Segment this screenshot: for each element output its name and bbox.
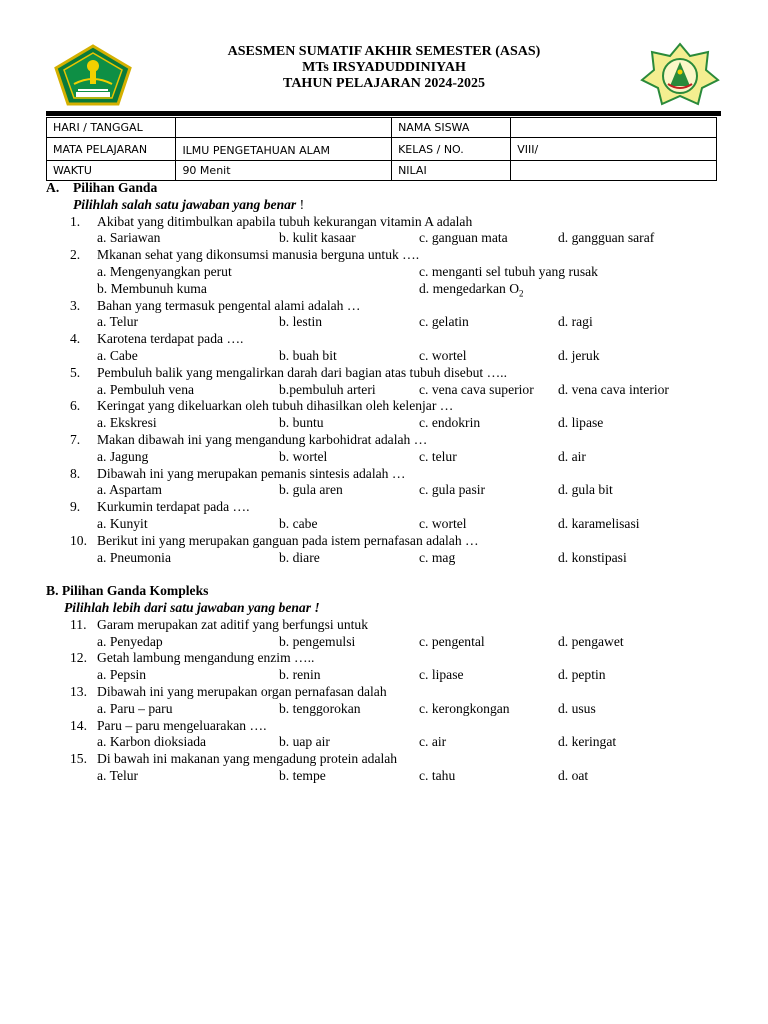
option[interactable]: d. peptin: [558, 667, 606, 683]
option[interactable]: d. pengawet: [558, 633, 624, 649]
table-cell: 90 Menit: [176, 161, 392, 181]
option[interactable]: b. cabe: [279, 515, 318, 531]
option[interactable]: c. vena cava superior: [419, 381, 534, 397]
question: 8. Dibawah ini yang merupakan pemanis sintesis adalah …: [70, 465, 406, 481]
options-row: [46, 634, 726, 651]
option[interactable]: b. lestin: [279, 314, 323, 330]
option[interactable]: c. endokrin: [419, 415, 481, 431]
option[interactable]: c. air: [419, 734, 447, 750]
options-row: [46, 314, 726, 331]
table-cell: MATA PELAJARAN: [47, 138, 176, 161]
option[interactable]: c. wortel: [419, 347, 467, 363]
option[interactable]: b. gula aren: [279, 482, 343, 498]
question: 10. Berikut ini yang merupakan ganguan pada istem pernafasan adalah …: [70, 532, 479, 548]
option[interactable]: b. kulit kasaar: [279, 230, 356, 246]
option[interactable]: a. Penyedap: [97, 633, 163, 649]
option[interactable]: d. keringat: [558, 734, 617, 750]
exam-content: [46, 180, 726, 785]
option[interactable]: d. vena cava interior: [558, 381, 669, 397]
question: 4. Karotena terdapat pada ….: [70, 331, 244, 347]
options-row: [46, 516, 726, 533]
question: 15. Di bawah ini makanan yang mengadung protein adalah: [70, 751, 398, 767]
option[interactable]: b. diare: [279, 549, 320, 565]
table-cell[interactable]: [176, 118, 392, 138]
option[interactable]: c. menganti sel tubuh yang rusak: [419, 263, 598, 279]
option[interactable]: b. pengemulsi: [279, 633, 356, 649]
options-row: [46, 449, 726, 466]
option[interactable]: d. gangguan saraf: [558, 230, 655, 246]
option[interactable]: c. gula pasir: [419, 482, 486, 498]
options-row: [46, 667, 726, 684]
option[interactable]: b. Membunuh kuma: [97, 280, 207, 296]
table-cell: ILMU PENGETAHUAN ALAM: [176, 138, 392, 161]
header-divider: [46, 111, 721, 116]
options-row: [46, 281, 726, 298]
student-info-table: [46, 117, 717, 181]
option[interactable]: d. konstipasi: [558, 549, 627, 565]
option[interactable]: a. Pepsin: [97, 667, 147, 683]
option[interactable]: a. Telur: [97, 314, 139, 330]
option[interactable]: c. kerongkongan: [419, 700, 510, 716]
option[interactable]: d. karamelisasi: [558, 515, 640, 531]
option[interactable]: b. renin: [279, 667, 321, 683]
options-row: [46, 734, 726, 751]
option[interactable]: a. Kunyit: [97, 515, 148, 531]
option[interactable]: b.pembuluh arteri: [279, 381, 376, 397]
table-row: [47, 118, 717, 138]
option[interactable]: a. Jagung: [97, 448, 149, 464]
question: 3. Bahan yang termasuk pengental alami adalah …: [70, 297, 361, 313]
option[interactable]: d. oat: [558, 767, 589, 783]
option[interactable]: a. Ekskresi: [97, 415, 157, 431]
options-row: [46, 230, 726, 247]
question: 14. Paru – paru mengeluarakan ….: [70, 717, 267, 733]
option[interactable]: c. mag: [419, 549, 456, 565]
option[interactable]: a. Pneumonia: [97, 549, 171, 565]
option[interactable]: b. buah bit: [279, 347, 337, 363]
question: 12. Getah lambung mengandung enzim …..: [70, 650, 315, 666]
option[interactable]: b. wortel: [279, 448, 328, 464]
option[interactable]: c. gelatin: [419, 314, 469, 330]
options-row: [46, 482, 726, 499]
option[interactable]: c. telur: [419, 448, 457, 464]
options-row: [46, 768, 726, 785]
question: 11. Garam merupakan zat aditif yang berfungsi untuk: [70, 616, 369, 632]
option[interactable]: c. pengental: [419, 633, 485, 649]
options-row: [46, 348, 726, 365]
question: 13. Dibawah ini yang merupakan organ pernafasan dalah: [70, 683, 387, 699]
option[interactable]: a. Aspartam: [97, 482, 162, 498]
header-school: MTs IRSYADUDDINIYAH: [302, 60, 466, 75]
section-a-instruction: Pilihlah salah satu jawaban yang benar !: [73, 196, 305, 212]
option[interactable]: d. mengedarkan $O_2$: [419, 280, 524, 299]
table-row: [47, 161, 717, 181]
question: 2. Mkanan sehat yang dikonsumsi manusia berguna untuk ….: [70, 247, 420, 263]
option[interactable]: b. buntu: [279, 415, 324, 431]
options-row: [46, 550, 726, 567]
option[interactable]: c. wortel: [419, 515, 467, 531]
table-cell[interactable]: [511, 118, 717, 138]
option[interactable]: b. uap air: [279, 734, 330, 750]
option[interactable]: b. tempe: [279, 767, 326, 783]
option[interactable]: d. jeruk: [558, 347, 600, 363]
option[interactable]: d. gula bit: [558, 482, 613, 498]
option[interactable]: a. Cabe: [97, 347, 138, 363]
options-row: [46, 264, 726, 281]
question: 9. Kurkumin terdapat pada ….: [70, 499, 250, 515]
option[interactable]: b. tenggorokan: [279, 700, 361, 716]
table-row: [47, 138, 717, 161]
options-row: [46, 415, 726, 432]
table-cell: WAKTU: [47, 161, 176, 181]
question: 6. Keringat yang dikeluarkan oleh tubuh dihasilkan oleh kelenjar …: [70, 398, 454, 414]
document-header: [0, 44, 768, 92]
section-b-instruction: Pilihlah lebih dari satu jawaban yang benar !: [64, 599, 320, 615]
option[interactable]: a. Pembuluh vena: [97, 381, 195, 397]
option[interactable]: a. Sariawan: [97, 230, 161, 246]
option[interactable]: a. Telur: [97, 767, 139, 783]
header-year: TAHUN PELAJARAN 2024-2025: [283, 76, 485, 91]
options-row: [46, 701, 726, 718]
table-cell[interactable]: VIII/: [511, 138, 717, 161]
option[interactable]: c. lipase: [419, 667, 464, 683]
table-cell: NAMA SISWA: [392, 118, 511, 138]
option[interactable]: a. Karbon dioksiada: [97, 734, 207, 750]
section-a-heading: A. Pilihan Ganda: [46, 180, 158, 195]
option[interactable]: a. Paru – paru: [97, 700, 173, 716]
option[interactable]: a. Mengenyangkan perut: [97, 263, 232, 279]
question: 7. Makan dibawah ini yang mengandung karbohidrat adalah …: [70, 431, 428, 447]
section-b-heading: B. Pilihan Ganda Kompleks: [46, 583, 209, 599]
table-cell: NILAI: [392, 161, 511, 181]
option[interactable]: d. air: [558, 448, 586, 464]
header-title: ASESMEN SUMATIF AKHIR SEMESTER (ASAS): [227, 44, 541, 59]
option[interactable]: d. lipase: [558, 415, 604, 431]
options-row: [46, 382, 726, 399]
option[interactable]: c. tahu: [419, 767, 456, 783]
table-cell: HARI / TANGGAL: [47, 118, 176, 138]
table-cell[interactable]: [511, 161, 717, 181]
option[interactable]: c. ganguan mata: [419, 230, 508, 246]
question: 5. Pembuluh balik yang mengalirkan darah dari bagian atas tubuh disebut …..: [70, 364, 507, 380]
option[interactable]: d. ragi: [558, 314, 593, 330]
table-cell: KELAS / NO.: [392, 138, 511, 161]
option[interactable]: d. usus: [558, 700, 596, 716]
question: 1. Akibat yang ditimbulkan apabila tubuh kekurangan vitamin A adalah: [70, 213, 473, 229]
